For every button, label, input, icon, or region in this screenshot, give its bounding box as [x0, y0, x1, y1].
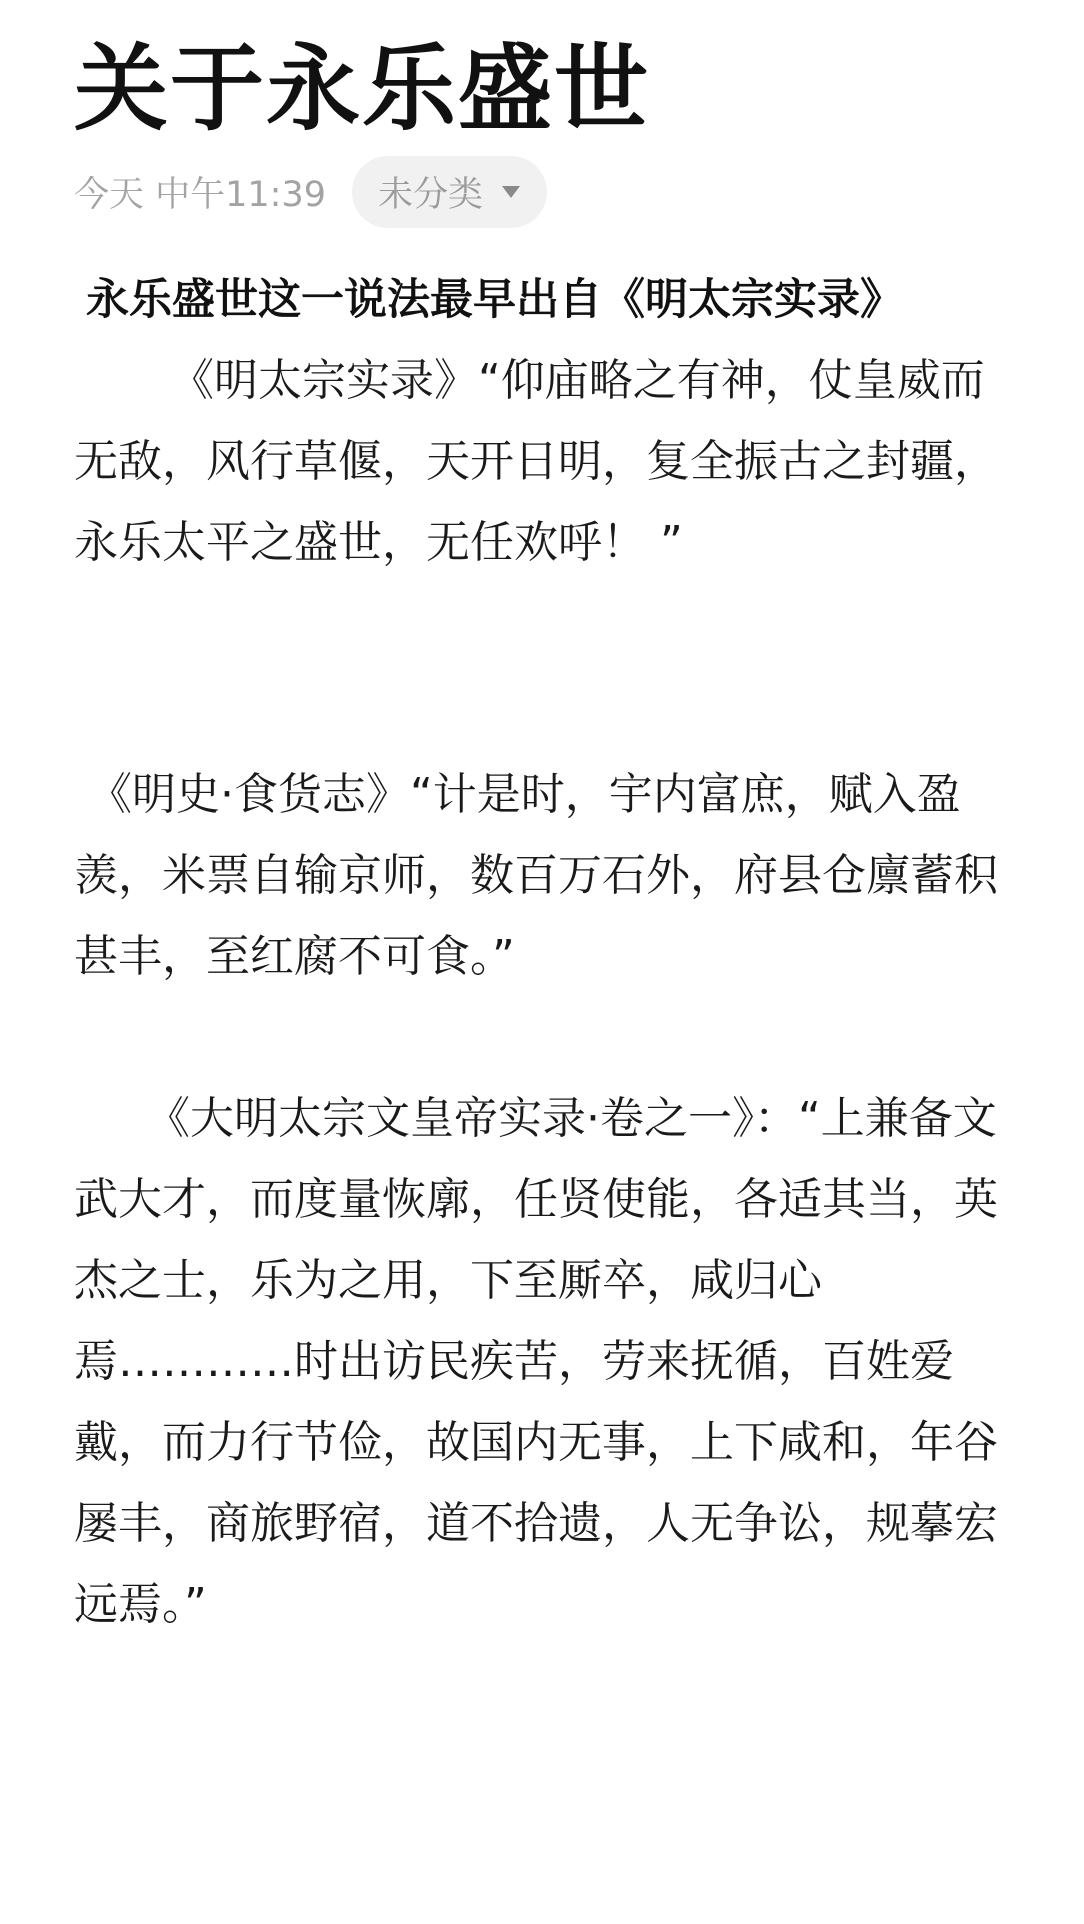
note-timestamp: 今天 中午11:39 [74, 175, 326, 215]
quote-paragraph: 《大明太宗文皇帝实录·卷之一》：“上兼备文武大才，而度量恢廓，任贤使能，各适其当，英杰之士，乐为之用，下至厮卒，咸归心焉…………时出访民疾苦，劳来抚循，百姓爱戴，而力行节俭，故国内无事，上下咸和，年谷屡丰，商旅野宿，道不拾遗，人无争讼，规摹宏远焉。” [74, 1093, 998, 1630]
blank-line [74, 997, 1014, 1078]
blank-lines [74, 583, 1014, 754]
category-dropdown[interactable] [352, 156, 547, 228]
note-title: 关于永乐盛世 [74, 35, 651, 144]
note-body [74, 260, 1014, 1645]
quote-paragraph: 《明太宗实录》“仰庙略之有神，仗皇威而无敌，风行草偃，天开日明，复全振古之封疆，永乐太平之盛世，无任欢呼！ ” [74, 355, 998, 568]
quote-paragraph: 《明史·食货志》“计是时，宇内富庶，赋入盈羡，米票自输京师，数百万石外，府县仓廪蓄积甚丰，至红腐不可食。” [74, 769, 998, 982]
note-meta [74, 156, 547, 228]
category-label: 未分类 [378, 175, 484, 215]
caret-down-icon [501, 182, 521, 202]
note-subheading: 永乐盛世这一说法最早出自《明太宗实录》 [86, 275, 903, 325]
